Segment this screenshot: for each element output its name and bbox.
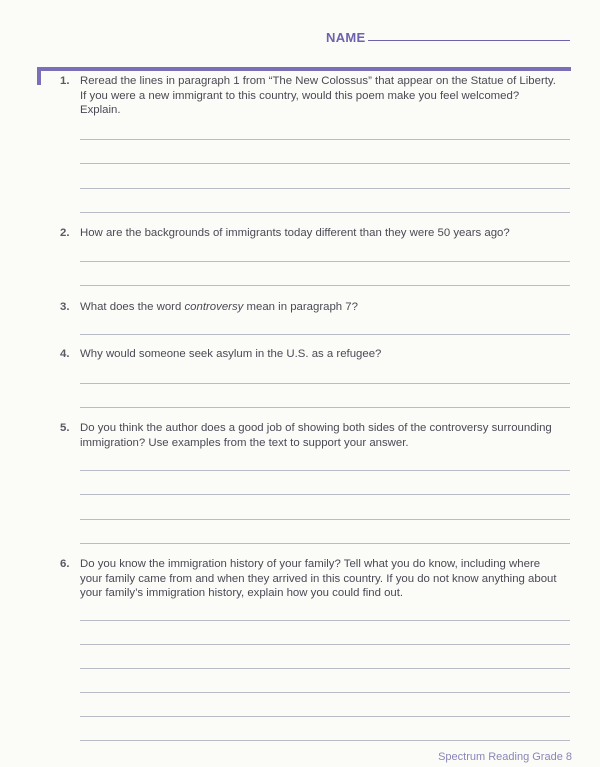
answer-line[interactable] [80, 261, 570, 262]
answer-line[interactable] [80, 470, 570, 471]
emphasized-word: controversy [184, 301, 244, 313]
answer-line[interactable] [80, 334, 570, 335]
question-text: How are the backgrounds of immigrants today different than they were 50 years ago? [80, 227, 510, 239]
answer-line[interactable] [80, 519, 570, 520]
question-number: 3. [60, 301, 70, 313]
answer-line[interactable] [80, 692, 570, 693]
question-text: Do you think the author does a good job of showing both sides of the controversy surrounding immigration? Use examples from the text to support your answer. [80, 422, 552, 449]
answer-line[interactable] [80, 620, 570, 621]
answer-line[interactable] [80, 543, 570, 544]
question-text: Why would someone seek asylum in the U.S. as a refugee? [80, 348, 382, 360]
question-text: Do you know the immigration history of your family? Tell what you do know, including where your family came from and when they arrived in this country. If you do not know anything about your family’s immigration history, explain how you could find out. [80, 558, 557, 599]
answer-line[interactable] [80, 407, 570, 408]
question-6 [60, 557, 560, 601]
section-divider-cap [37, 67, 41, 85]
answer-line[interactable] [80, 716, 570, 717]
answer-line[interactable] [80, 285, 570, 286]
answer-line[interactable] [80, 644, 570, 645]
question-number: 4. [60, 348, 70, 360]
question-text-part: mean in paragraph 7? [243, 301, 358, 313]
question-1 [60, 74, 560, 118]
question-number: 6. [60, 558, 70, 570]
question-4 [60, 347, 560, 362]
answer-line[interactable] [80, 188, 570, 189]
name-field[interactable] [368, 40, 570, 41]
answer-line[interactable] [80, 212, 570, 213]
question-3 [60, 300, 560, 315]
question-number: 5. [60, 422, 70, 434]
question-text-part: What does the word [80, 301, 185, 313]
answer-line[interactable] [80, 494, 570, 495]
footer-caption: Spectrum Reading Grade 8 [438, 751, 572, 763]
question-text: Reread the lines in paragraph 1 from “The New Colossus” that appear on the Statue of Liberty. If you were a new immigrant to this country, would this poem make you feel welcomed? Explain. [80, 75, 556, 116]
section-divider [37, 67, 571, 71]
question-number: 1. [60, 75, 70, 87]
answer-line[interactable] [80, 383, 570, 384]
answer-line[interactable] [80, 139, 570, 140]
question-number: 2. [60, 227, 70, 239]
name-label: NAME [326, 30, 366, 45]
answer-line[interactable] [80, 668, 570, 669]
answer-line[interactable] [80, 163, 570, 164]
question-2 [60, 226, 560, 241]
answer-line[interactable] [80, 740, 570, 741]
question-text [80, 300, 560, 315]
question-5 [60, 421, 560, 450]
